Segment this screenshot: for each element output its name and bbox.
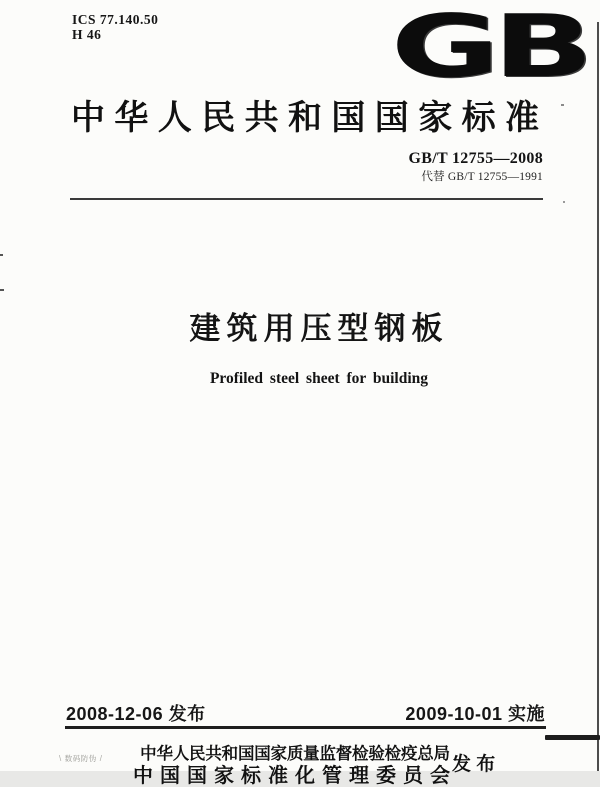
stamp-left-tick: \ — [59, 754, 62, 763]
scan-speck — [561, 104, 564, 106]
dates-row — [66, 704, 545, 725]
gb-logo: GB — [390, 0, 586, 97]
ics-code-block — [72, 12, 158, 42]
footer-divider — [65, 726, 546, 729]
implementation-date: 2009-10-01 实施 — [405, 704, 545, 724]
standard-number-block — [409, 149, 543, 184]
scan-speck — [0, 254, 3, 256]
anti-counterfeit-stamp — [56, 754, 105, 763]
scan-edge-artifact — [597, 22, 599, 771]
national-standard-heading: 中华人民共和国国家标准 — [71, 100, 549, 137]
document-title-chinese: 建筑用压型钢板 — [189, 311, 449, 346]
document-title-english: Profiled steel sheet for building — [209, 370, 429, 387]
publisher-block — [95, 745, 495, 787]
replaces-note: 代替 GB/T 12755—1991 — [421, 171, 543, 183]
standard-number: GB/T 12755—2008 — [408, 150, 543, 167]
header-divider — [70, 198, 543, 200]
stamp-text: 数码防伪 — [64, 754, 97, 763]
stamp-right-tick: / — [99, 754, 103, 763]
publish-label: 发 布 — [452, 754, 496, 775]
publisher-line-1: 中华人民共和国国家质量监督检验检疫总局 — [140, 745, 450, 763]
scan-speck — [563, 201, 565, 203]
publisher-line-2: 中国国家标准化管理委员会 — [133, 765, 457, 787]
scan-speck — [0, 289, 4, 291]
scan-smudge-artifact — [545, 735, 600, 740]
issue-date: 2008-12-06 发布 — [66, 704, 206, 724]
ics-number: ICS 77.140.50 — [72, 12, 159, 27]
ics-class-code: H 46 — [72, 27, 102, 42]
